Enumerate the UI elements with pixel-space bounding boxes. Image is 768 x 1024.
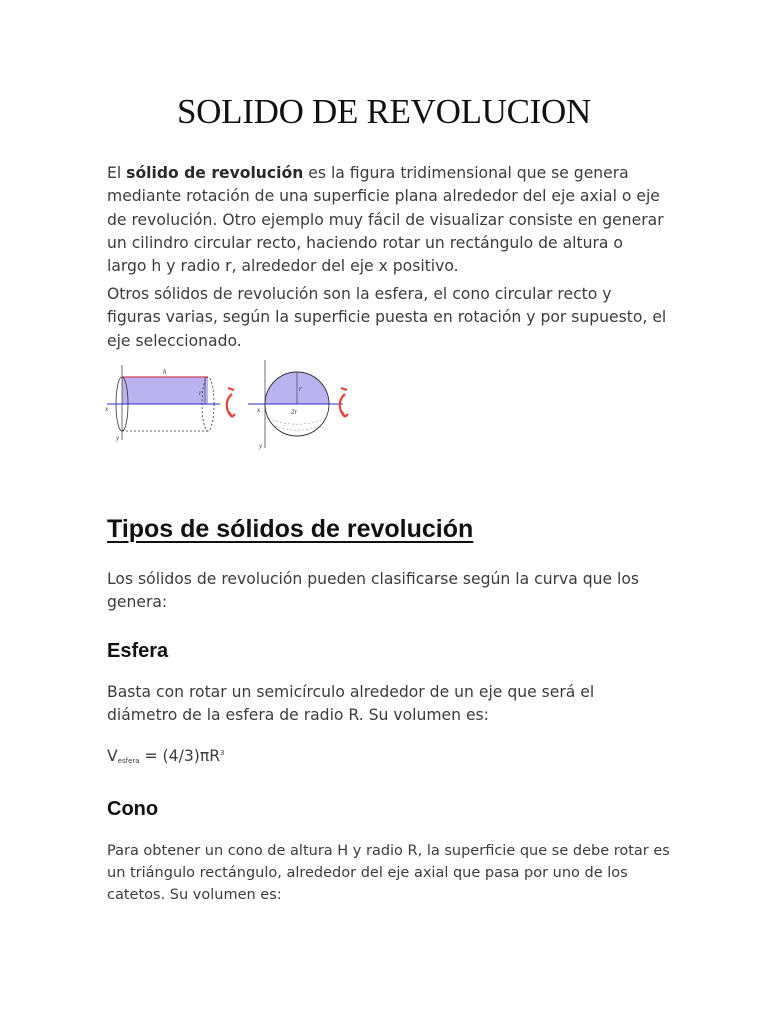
cylinder-rotation-tail-icon — [228, 388, 234, 390]
cylinder-x-label: x — [105, 405, 109, 413]
intro-paragraph — [107, 162, 667, 278]
sphere-2r-label: 2r — [291, 408, 298, 416]
cono-paragraph: Para obtener un cono de altura H y radio R, la superficie que se debe rotar es un triángulo rectángulo, alrededor del eje axial que pasa por uno de los catetos. Su volumen es: — [107, 843, 670, 903]
sphere-lower-arc-2 — [275, 426, 319, 430]
cylinder-diagram — [105, 365, 235, 442]
intro-bold-term: sólido de revolución — [126, 164, 304, 182]
sphere-lower-arc — [269, 418, 325, 424]
formula-v: V — [107, 747, 118, 765]
heading-cono: Cono — [107, 798, 159, 820]
page-title: SOLIDO DE REVOLUCION — [177, 92, 591, 131]
section-intro-paragraph: Los sólidos de revolución pueden clasificarse según la curva que los genera: — [107, 570, 640, 612]
revolution-figure — [105, 360, 355, 455]
intro-rest: es la figura tridimensional que se genera mediante rotación de una superficie plana alrededor del eje axial o eje de revolución. Otro ejemplo muy fácil de visualizar consiste en generar un cilindro circular recto, haciendo rotar un rectángulo de altura o largo h y radio r, alrededor del eje x positivo. — [107, 164, 664, 276]
cylinder-rotation-arrow-icon — [227, 394, 235, 417]
formula-subscript: esfera — [117, 757, 140, 765]
cylinder-y-label: y — [116, 434, 120, 442]
paragraph-2: Otros sólidos de revolución son la esfera, el cono circular recto y figuras varias, según la superficie puesta en rotación y por supuesto, el eje seleccionado. — [107, 285, 667, 350]
cylinder-h-label: h — [163, 368, 167, 376]
formula-body: = (4/3)πR — [139, 747, 221, 765]
sphere-x-label: x — [257, 406, 261, 414]
sphere-r-label: r — [299, 385, 302, 393]
heading-esfera: Esfera — [107, 640, 169, 662]
sphere-y-label: y — [259, 442, 263, 450]
esfera-volume-formula — [107, 747, 225, 765]
esfera-paragraph: Basta con rotar un semicírculo alrededor de un eje que será el diámetro de la esfera de radio R. Su volumen es: — [107, 683, 595, 725]
formula-superscript: 3 — [220, 749, 225, 757]
section-heading-tipos: Tipos de sólidos de revolución — [107, 515, 474, 543]
cylinder-rectangle — [122, 377, 208, 404]
sphere-diagram — [248, 360, 348, 450]
intro-lead: El — [107, 164, 127, 182]
sphere-rotation-tail-icon — [341, 388, 347, 390]
sphere-rotation-arrow-icon — [340, 394, 348, 417]
cylinder-r-label: r — [199, 389, 202, 397]
